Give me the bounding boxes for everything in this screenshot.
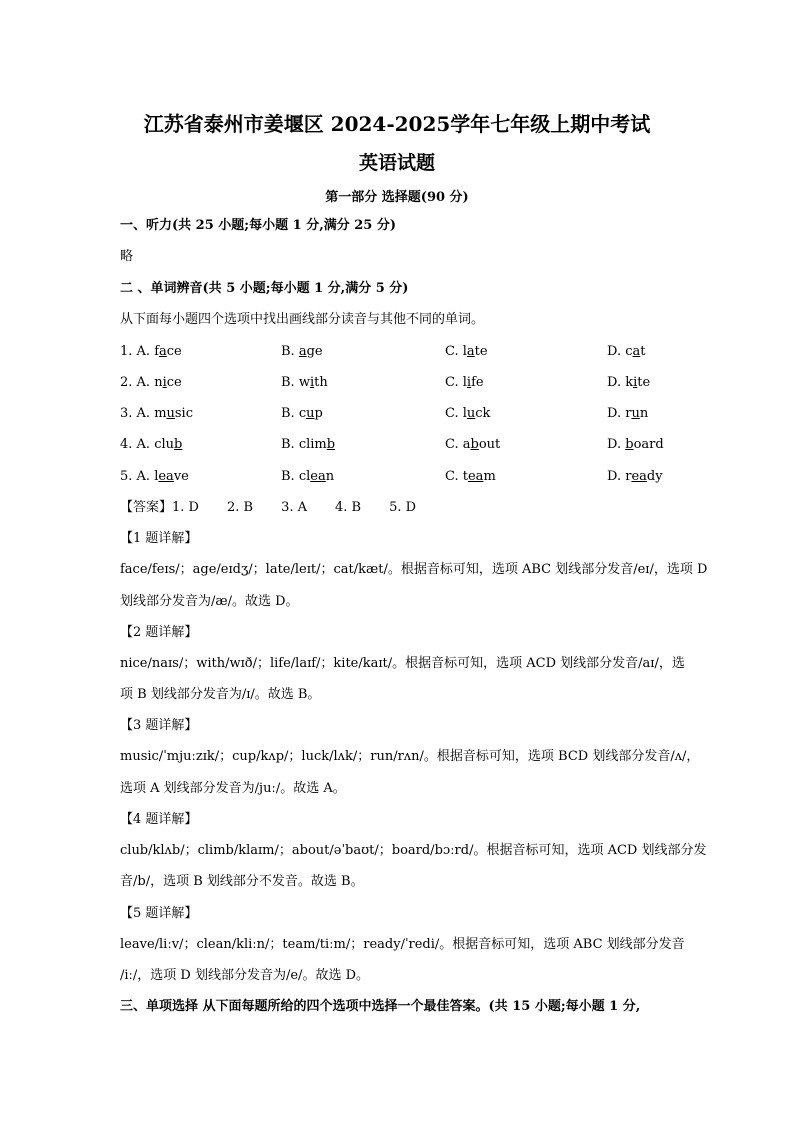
part-heading: 第一部分 选择题(90 分)	[325, 190, 469, 205]
answer-1: 1. D	[172, 500, 199, 515]
option: 1. A. face	[120, 344, 182, 359]
option: 4. A. club	[120, 437, 183, 452]
answer-5: 5. D	[389, 500, 417, 515]
option: C. about	[445, 437, 501, 452]
explanation-text: nice/naɪs/；with/wɪð/；life/laɪf/；kite/kaɪt/。根据音标可知，选项 ACD 划线部分发音/aɪ/，选	[120, 656, 685, 671]
explanation-heading: 【2 题详解】	[120, 625, 198, 640]
explanation-heading: 【5 题详解】	[120, 906, 198, 921]
option: 5. A. leave	[120, 469, 189, 484]
section1-heading: 一、听力(共 25 小题;每小题 1 分,满分 25 分)	[120, 218, 397, 233]
section1-body: 略	[120, 249, 134, 264]
option: 2. A. nice	[120, 375, 182, 390]
explanation-text: 选项 A 划线部分发音为/juː/。故选 A。	[120, 781, 346, 796]
option: D. run	[607, 406, 649, 421]
document-subtitle: 英语试题	[358, 152, 435, 174]
option: C. team	[445, 469, 496, 484]
explanation-text: /iː/，选项 D 划线部分发音为/e/。故选 D。	[120, 968, 369, 983]
explanation-text: 划线部分发音为/æ/。故选 D。	[120, 594, 299, 609]
question-row	[120, 468, 680, 486]
explanation-text: club/klʌb/；climb/klaɪm/；about/əˈbaʊt/；board/bɔːrd/。根据音标可知，选项 ACD 划线部分发	[120, 843, 707, 858]
option: C. late	[445, 344, 488, 359]
document-title: 江苏省泰州市姜堰区 2024-2025学年七年级上期中考试	[143, 112, 651, 136]
answer-label: 【答案】	[120, 500, 173, 515]
explanation-heading: 【3 题详解】	[120, 718, 198, 733]
option: D. cat	[607, 344, 646, 359]
answer-2: 2. B	[226, 500, 254, 515]
option: C. life	[445, 375, 484, 390]
explanation-text: face/feɪs/；age/eɪdʒ/；late/leɪt/；cat/kæt/。根据音标可知，选项 ABC 划线部分发音/eɪ/，选项 D	[120, 562, 708, 577]
option: B. age	[281, 344, 323, 359]
explanation-text: leave/liːv/；clean/kliːn/；team/tiːm/；ready/ˈredi/。根据音标可知，选项 ABC 划线部分发音	[120, 937, 685, 952]
option: 3. A. music	[120, 406, 194, 421]
section2-heading: 二 、单词辨音(共 5 小题;每小题 1 分,满分 5 分)	[120, 281, 409, 296]
option: D. kite	[607, 375, 651, 390]
option: D. board	[607, 437, 664, 452]
option: C. luck	[445, 406, 491, 421]
answer-3: 3. A	[281, 500, 308, 515]
question-row	[120, 405, 680, 423]
answer-line	[120, 499, 680, 517]
option: B. climb	[281, 437, 336, 452]
explanation-text: 音/b/，选项 B 划线部分不发音。故选 B。	[120, 874, 364, 889]
section2-instruction: 从下面每小题四个选项中找出画线部分读音与其他不同的单词。	[120, 312, 485, 327]
section3-heading: 三、单项选择 从下面每题所给的四个选项中选择一个最佳答案。(共 15 小题;每小题 1 分,	[120, 999, 641, 1014]
answer-4: 4. B	[335, 500, 362, 515]
option: B. clean	[281, 469, 335, 484]
explanation-heading: 【1 题详解】	[120, 531, 198, 546]
explanation-heading: 【4 题详解】	[120, 812, 198, 827]
question-row	[120, 374, 680, 392]
explanation-text: music/ˈmjuːzɪk/；cup/kʌp/；luck/lʌk/；run/rʌn/。根据音标可知，选项 BCD 划线部分发音/ʌ/，	[120, 749, 700, 764]
option: B. with	[281, 375, 328, 390]
question-row	[120, 343, 680, 361]
question-row	[120, 436, 680, 454]
explanation-text: 项 B 划线部分发音为/ɪ/。故选 B。	[120, 687, 321, 702]
option: B. cup	[281, 406, 323, 421]
option: D. ready	[607, 469, 663, 484]
